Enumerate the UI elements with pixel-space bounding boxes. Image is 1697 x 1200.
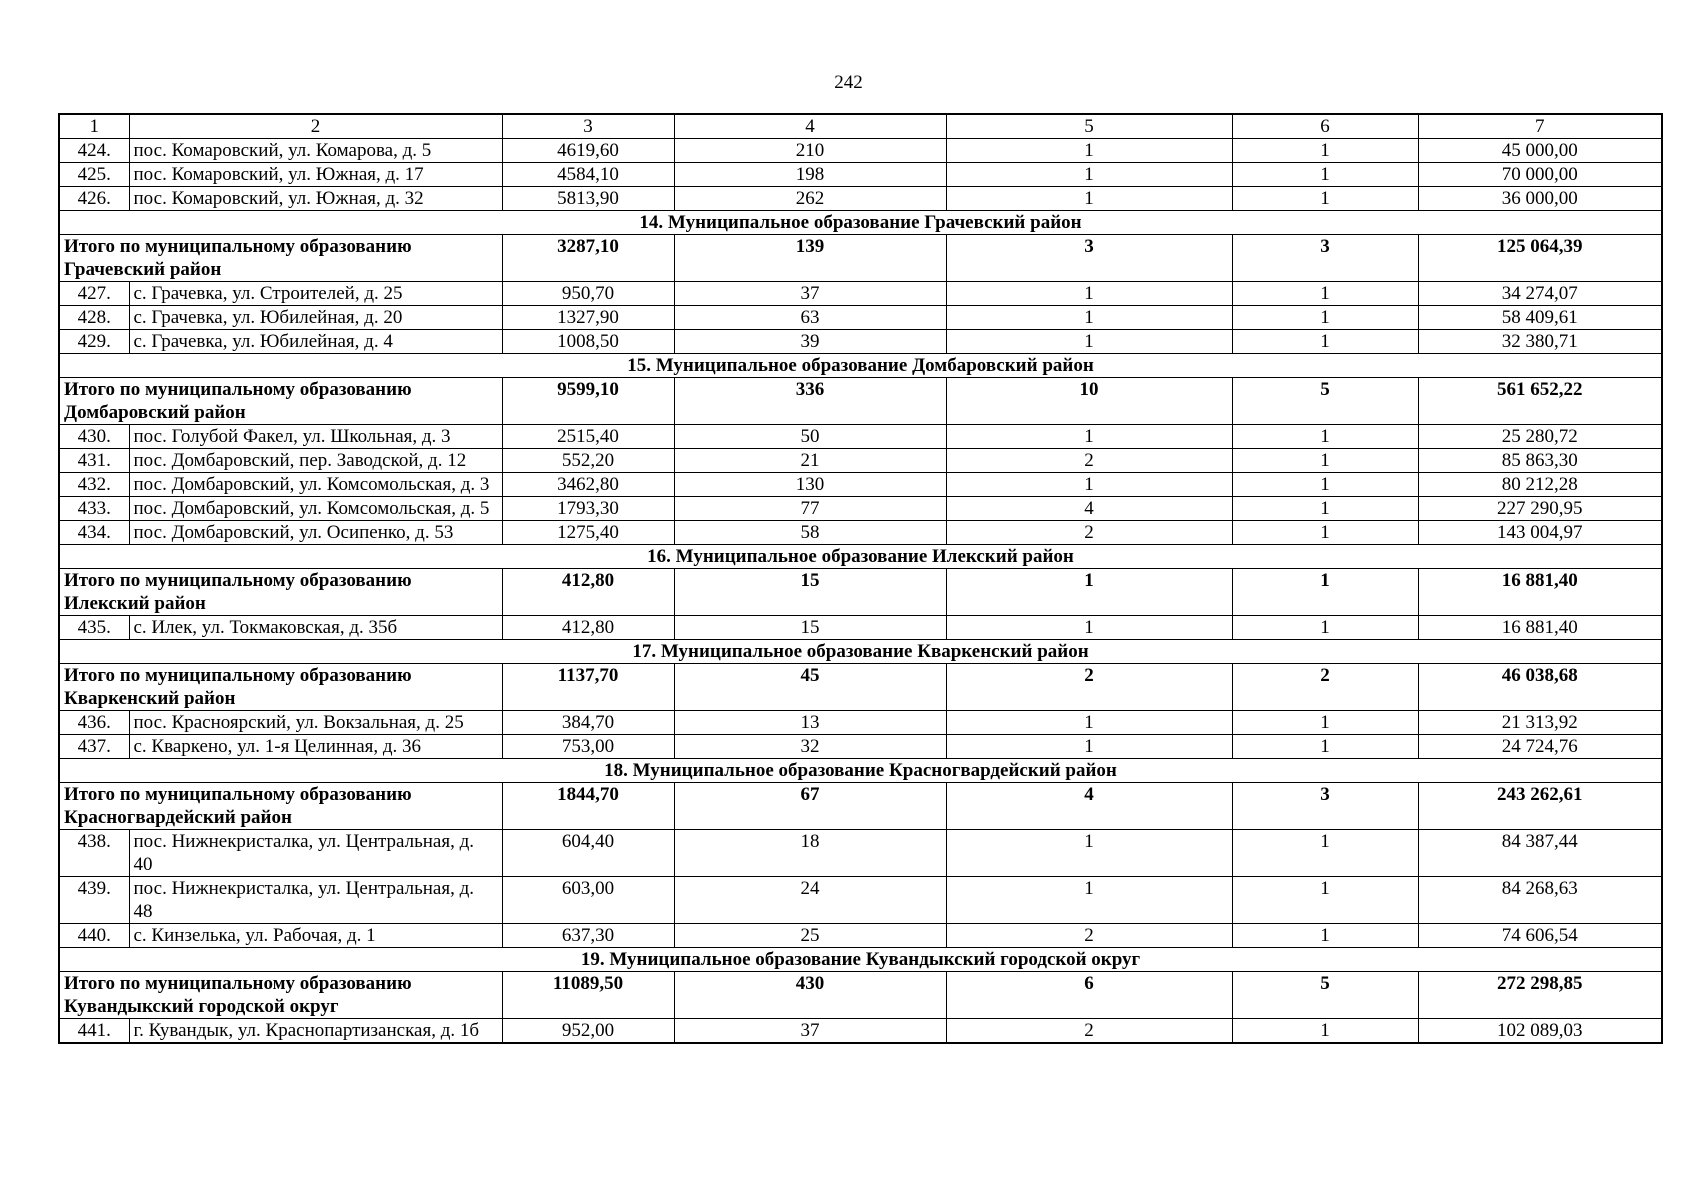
cell-col5: 1 xyxy=(946,139,1232,163)
cell-number: 428. xyxy=(59,306,129,330)
cell-col6: 1 xyxy=(1232,473,1418,497)
cell-col6: 1 xyxy=(1232,306,1418,330)
cell-number: 440. xyxy=(59,924,129,948)
cell-address: с. Грачевка, ул. Строителей, д. 25 xyxy=(129,282,502,306)
cell-area: 552,20 xyxy=(502,449,674,473)
cell-col5: 1 xyxy=(946,425,1232,449)
total-cost: 272 298,85 xyxy=(1418,972,1662,1019)
cell-residents: 13 xyxy=(674,711,946,735)
table-row xyxy=(59,187,1662,211)
cell-residents: 39 xyxy=(674,330,946,354)
section-title-row xyxy=(59,759,1662,783)
cell-col5: 2 xyxy=(946,924,1232,948)
column-header-6: 6 xyxy=(1232,114,1418,139)
total-row xyxy=(59,378,1662,425)
cell-number: 424. xyxy=(59,139,129,163)
cell-address: пос. Голубой Факел, ул. Школьная, д. 3 xyxy=(129,425,502,449)
cell-col5: 2 xyxy=(946,521,1232,545)
table-row xyxy=(59,924,1662,948)
table-row xyxy=(59,830,1662,877)
registry-table xyxy=(58,113,1663,1044)
total-cost: 16 881,40 xyxy=(1418,569,1662,616)
cell-residents: 58 xyxy=(674,521,946,545)
cell-address: пос. Нижнекристалка, ул. Центральная, д. 40 xyxy=(129,830,502,877)
cell-address: пос. Комаровский, ул. Южная, д. 17 xyxy=(129,163,502,187)
cell-address: пос. Комаровский, ул. Комарова, д. 5 xyxy=(129,139,502,163)
cell-col5: 4 xyxy=(946,497,1232,521)
total-area: 11089,50 xyxy=(502,972,674,1019)
cell-area: 2515,40 xyxy=(502,425,674,449)
cell-residents: 37 xyxy=(674,282,946,306)
table-row xyxy=(59,425,1662,449)
cell-area: 4619,60 xyxy=(502,139,674,163)
column-header-3: 3 xyxy=(502,114,674,139)
section-title: 19. Муниципальное образование Кувандыкский городской округ xyxy=(59,948,1662,972)
cell-area: 1327,90 xyxy=(502,306,674,330)
total-label: Итого по муниципальному образованию Красногвардейский район xyxy=(59,783,502,830)
cell-cost: 25 280,72 xyxy=(1418,425,1662,449)
cell-col6: 1 xyxy=(1232,139,1418,163)
total-col6: 5 xyxy=(1232,378,1418,425)
cell-col6: 1 xyxy=(1232,830,1418,877)
cell-area: 3462,80 xyxy=(502,473,674,497)
cell-residents: 18 xyxy=(674,830,946,877)
total-col6: 5 xyxy=(1232,972,1418,1019)
table-row xyxy=(59,473,1662,497)
section-title: 14. Муниципальное образование Грачевский район xyxy=(59,211,1662,235)
cell-area: 604,40 xyxy=(502,830,674,877)
total-area: 1844,70 xyxy=(502,783,674,830)
cell-number: 435. xyxy=(59,616,129,640)
cell-col6: 1 xyxy=(1232,924,1418,948)
section-title: 17. Муниципальное образование Кваркенский район xyxy=(59,640,1662,664)
column-header-4: 4 xyxy=(674,114,946,139)
cell-residents: 50 xyxy=(674,425,946,449)
total-area: 1137,70 xyxy=(502,664,674,711)
cell-residents: 210 xyxy=(674,139,946,163)
cell-area: 1793,30 xyxy=(502,497,674,521)
section-title-row xyxy=(59,948,1662,972)
cell-cost: 143 004,97 xyxy=(1418,521,1662,545)
total-residents: 67 xyxy=(674,783,946,830)
cell-residents: 24 xyxy=(674,877,946,924)
total-residents: 45 xyxy=(674,664,946,711)
cell-address: с. Илек, ул. Токмаковская, д. 35б xyxy=(129,616,502,640)
cell-residents: 63 xyxy=(674,306,946,330)
cell-address: пос. Домбаровский, ул. Осипенко, д. 53 xyxy=(129,521,502,545)
total-area: 412,80 xyxy=(502,569,674,616)
cell-cost: 36 000,00 xyxy=(1418,187,1662,211)
total-label: Итого по муниципальному образованию Домбаровский район xyxy=(59,378,502,425)
cell-col5: 1 xyxy=(946,711,1232,735)
cell-cost: 32 380,71 xyxy=(1418,330,1662,354)
cell-number: 441. xyxy=(59,1019,129,1044)
cell-col5: 2 xyxy=(946,1019,1232,1044)
total-cost: 243 262,61 xyxy=(1418,783,1662,830)
column-header-7: 7 xyxy=(1418,114,1662,139)
total-residents: 430 xyxy=(674,972,946,1019)
total-col5: 2 xyxy=(946,664,1232,711)
total-row xyxy=(59,235,1662,282)
cell-col6: 1 xyxy=(1232,282,1418,306)
total-area: 3287,10 xyxy=(502,235,674,282)
cell-address: с. Кинзелька, ул. Рабочая, д. 1 xyxy=(129,924,502,948)
cell-area: 637,30 xyxy=(502,924,674,948)
cell-residents: 262 xyxy=(674,187,946,211)
total-col5: 3 xyxy=(946,235,1232,282)
cell-cost: 102 089,03 xyxy=(1418,1019,1662,1044)
cell-residents: 37 xyxy=(674,1019,946,1044)
cell-residents: 32 xyxy=(674,735,946,759)
cell-cost: 21 313,92 xyxy=(1418,711,1662,735)
cell-residents: 15 xyxy=(674,616,946,640)
total-col5: 6 xyxy=(946,972,1232,1019)
cell-address: г. Кувандык, ул. Краснопартизанская, д. 1б xyxy=(129,1019,502,1044)
cell-number: 438. xyxy=(59,830,129,877)
section-title-row xyxy=(59,545,1662,569)
total-col5: 1 xyxy=(946,569,1232,616)
cell-cost: 84 268,63 xyxy=(1418,877,1662,924)
section-title: 16. Муниципальное образование Илекский район xyxy=(59,545,1662,569)
column-header-1: 1 xyxy=(59,114,129,139)
cell-col6: 1 xyxy=(1232,735,1418,759)
cell-col5: 2 xyxy=(946,449,1232,473)
total-col5: 4 xyxy=(946,783,1232,830)
cell-number: 426. xyxy=(59,187,129,211)
total-col5: 10 xyxy=(946,378,1232,425)
cell-address: пос. Домбаровский, ул. Комсомольская, д. 3 xyxy=(129,473,502,497)
section-title-row xyxy=(59,640,1662,664)
cell-area: 753,00 xyxy=(502,735,674,759)
total-row xyxy=(59,664,1662,711)
page-number: 242 xyxy=(834,72,863,93)
total-col6: 1 xyxy=(1232,569,1418,616)
cell-number: 434. xyxy=(59,521,129,545)
total-area: 9599,10 xyxy=(502,378,674,425)
cell-area: 5813,90 xyxy=(502,187,674,211)
table-row xyxy=(59,449,1662,473)
cell-number: 431. xyxy=(59,449,129,473)
cell-col6: 1 xyxy=(1232,1019,1418,1044)
cell-cost: 24 724,76 xyxy=(1418,735,1662,759)
cell-cost: 16 881,40 xyxy=(1418,616,1662,640)
total-row xyxy=(59,783,1662,830)
cell-area: 603,00 xyxy=(502,877,674,924)
cell-number: 433. xyxy=(59,497,129,521)
cell-cost: 34 274,07 xyxy=(1418,282,1662,306)
cell-area: 412,80 xyxy=(502,616,674,640)
table-row xyxy=(59,877,1662,924)
cell-residents: 198 xyxy=(674,163,946,187)
cell-area: 4584,10 xyxy=(502,163,674,187)
section-title: 15. Муниципальное образование Домбаровский район xyxy=(59,354,1662,378)
cell-area: 1275,40 xyxy=(502,521,674,545)
cell-col6: 1 xyxy=(1232,187,1418,211)
cell-address: пос. Домбаровский, пер. Заводской, д. 12 xyxy=(129,449,502,473)
cell-col6: 1 xyxy=(1232,163,1418,187)
table-body xyxy=(59,114,1662,1043)
total-cost: 125 064,39 xyxy=(1418,235,1662,282)
section-title: 18. Муниципальное образование Красногвардейский район xyxy=(59,759,1662,783)
cell-col6: 1 xyxy=(1232,449,1418,473)
cell-col5: 1 xyxy=(946,330,1232,354)
cell-col5: 1 xyxy=(946,616,1232,640)
cell-col6: 1 xyxy=(1232,616,1418,640)
cell-cost: 70 000,00 xyxy=(1418,163,1662,187)
cell-col6: 1 xyxy=(1232,521,1418,545)
cell-number: 439. xyxy=(59,877,129,924)
cell-cost: 85 863,30 xyxy=(1418,449,1662,473)
column-header-5: 5 xyxy=(946,114,1232,139)
total-col6: 3 xyxy=(1232,783,1418,830)
cell-col5: 1 xyxy=(946,735,1232,759)
cell-col6: 1 xyxy=(1232,425,1418,449)
total-label: Итого по муниципальному образованию Грачевский район xyxy=(59,235,502,282)
cell-area: 1008,50 xyxy=(502,330,674,354)
total-col6: 2 xyxy=(1232,664,1418,711)
cell-cost: 74 606,54 xyxy=(1418,924,1662,948)
total-residents: 139 xyxy=(674,235,946,282)
cell-number: 427. xyxy=(59,282,129,306)
cell-address: пос. Красноярский, ул. Вокзальная, д. 25 xyxy=(129,711,502,735)
cell-area: 950,70 xyxy=(502,282,674,306)
cell-number: 432. xyxy=(59,473,129,497)
table-row xyxy=(59,282,1662,306)
total-cost: 46 038,68 xyxy=(1418,664,1662,711)
cell-cost: 227 290,95 xyxy=(1418,497,1662,521)
cell-col5: 1 xyxy=(946,473,1232,497)
total-row xyxy=(59,569,1662,616)
cell-address: с. Кваркено, ул. 1-я Целинная, д. 36 xyxy=(129,735,502,759)
cell-address: пос. Нижнекристалка, ул. Центральная, д. 48 xyxy=(129,877,502,924)
cell-cost: 45 000,00 xyxy=(1418,139,1662,163)
cell-address: пос. Домбаровский, ул. Комсомольская, д. 5 xyxy=(129,497,502,521)
cell-col5: 1 xyxy=(946,830,1232,877)
total-cost: 561 652,22 xyxy=(1418,378,1662,425)
cell-col5: 1 xyxy=(946,877,1232,924)
cell-number: 425. xyxy=(59,163,129,187)
cell-cost: 58 409,61 xyxy=(1418,306,1662,330)
total-col6: 3 xyxy=(1232,235,1418,282)
table-row xyxy=(59,163,1662,187)
cell-col5: 1 xyxy=(946,187,1232,211)
cell-cost: 84 387,44 xyxy=(1418,830,1662,877)
table-row xyxy=(59,1019,1662,1044)
section-title-row xyxy=(59,354,1662,378)
cell-col6: 1 xyxy=(1232,711,1418,735)
cell-col5: 1 xyxy=(946,163,1232,187)
table-row xyxy=(59,497,1662,521)
cell-number: 436. xyxy=(59,711,129,735)
cell-col5: 1 xyxy=(946,306,1232,330)
total-residents: 15 xyxy=(674,569,946,616)
cell-col5: 1 xyxy=(946,282,1232,306)
section-title-row xyxy=(59,211,1662,235)
cell-number: 429. xyxy=(59,330,129,354)
cell-area: 952,00 xyxy=(502,1019,674,1044)
total-label: Итого по муниципальному образованию Кваркенский район xyxy=(59,664,502,711)
cell-cost: 80 212,28 xyxy=(1418,473,1662,497)
cell-number: 430. xyxy=(59,425,129,449)
column-header-2: 2 xyxy=(129,114,502,139)
total-row xyxy=(59,972,1662,1019)
table-row xyxy=(59,616,1662,640)
cell-col6: 1 xyxy=(1232,330,1418,354)
cell-address: с. Грачевка, ул. Юбилейная, д. 20 xyxy=(129,306,502,330)
cell-number: 437. xyxy=(59,735,129,759)
total-label: Итого по муниципальному образованию Илекский район xyxy=(59,569,502,616)
table-row xyxy=(59,521,1662,545)
cell-residents: 21 xyxy=(674,449,946,473)
cell-residents: 77 xyxy=(674,497,946,521)
cell-residents: 25 xyxy=(674,924,946,948)
cell-area: 384,70 xyxy=(502,711,674,735)
table-row xyxy=(59,306,1662,330)
table-row xyxy=(59,735,1662,759)
table-row xyxy=(59,711,1662,735)
cell-residents: 130 xyxy=(674,473,946,497)
total-label: Итого по муниципальному образованию Кувандыкский городской округ xyxy=(59,972,502,1019)
cell-col6: 1 xyxy=(1232,877,1418,924)
cell-address: с. Грачевка, ул. Юбилейная, д. 4 xyxy=(129,330,502,354)
total-residents: 336 xyxy=(674,378,946,425)
table-row xyxy=(59,330,1662,354)
cell-col6: 1 xyxy=(1232,497,1418,521)
header-row xyxy=(59,114,1662,139)
table-row xyxy=(59,139,1662,163)
cell-address: пос. Комаровский, ул. Южная, д. 32 xyxy=(129,187,502,211)
